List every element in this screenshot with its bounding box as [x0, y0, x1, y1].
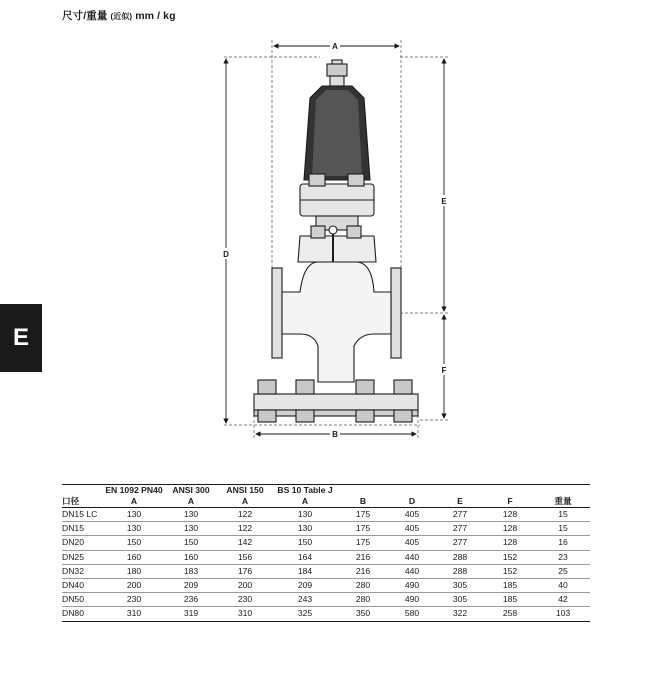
group-header-cell: [484, 485, 536, 497]
value-cell: 288: [436, 564, 484, 578]
value-cell: 216: [338, 564, 388, 578]
table-row: [62, 522, 590, 536]
value-cell: 128: [484, 508, 536, 522]
value-cell: 175: [338, 536, 388, 550]
value-cell: 130: [272, 508, 338, 522]
value-cell: 150: [104, 536, 164, 550]
value-cell: 440: [388, 550, 436, 564]
size-cell: DN15: [62, 522, 104, 536]
value-cell: 490: [388, 593, 436, 607]
size-cell: DN15 LC: [62, 508, 104, 522]
value-cell: 243: [272, 593, 338, 607]
table-row: [62, 508, 590, 522]
value-cell: 15: [536, 522, 590, 536]
value-cell: 130: [104, 508, 164, 522]
value-cell: 160: [104, 550, 164, 564]
header-b: B: [338, 496, 388, 508]
value-cell: 200: [218, 579, 272, 593]
header-weight: 重量: [536, 496, 590, 508]
value-cell: 405: [388, 536, 436, 550]
table-row: [62, 579, 590, 593]
value-cell: 16: [536, 536, 590, 550]
value-cell: 103: [536, 607, 590, 621]
value-cell: 305: [436, 579, 484, 593]
value-cell: 40: [536, 579, 590, 593]
value-cell: 280: [338, 579, 388, 593]
value-cell: 405: [388, 508, 436, 522]
table-group-header-row: [62, 485, 590, 497]
value-cell: 310: [218, 607, 272, 621]
group-header-cell: BS 10 Table J: [272, 485, 338, 497]
value-cell: 122: [218, 508, 272, 522]
header-e: E: [436, 496, 484, 508]
table-row: [62, 593, 590, 607]
value-cell: 156: [218, 550, 272, 564]
value-cell: 176: [218, 564, 272, 578]
valve-body: [254, 60, 418, 422]
label-a: A: [332, 42, 338, 51]
value-cell: 142: [218, 536, 272, 550]
value-cell: 350: [338, 607, 388, 621]
value-cell: 130: [272, 522, 338, 536]
value-cell: 288: [436, 550, 484, 564]
value-cell: 152: [484, 564, 536, 578]
size-cell: DN50: [62, 593, 104, 607]
title-units: mm / kg: [135, 10, 176, 22]
group-header-cell: [436, 485, 484, 497]
label-e: E: [441, 197, 447, 206]
value-cell: 180: [104, 564, 164, 578]
value-cell: 122: [218, 522, 272, 536]
header-size: 口径: [62, 496, 104, 508]
table-header-row: [62, 496, 590, 508]
value-cell: 325: [272, 607, 338, 621]
value-cell: 230: [104, 593, 164, 607]
value-cell: 216: [338, 550, 388, 564]
value-cell: 130: [164, 508, 218, 522]
value-cell: 175: [338, 522, 388, 536]
label-f: F: [441, 366, 447, 375]
value-cell: 183: [164, 564, 218, 578]
title-main: 尺寸/重量: [62, 10, 108, 22]
table-row: [62, 550, 590, 564]
value-cell: 440: [388, 564, 436, 578]
group-header-cell: EN 1092 PN40: [105, 485, 163, 495]
table-row: [62, 536, 590, 550]
header-d: D: [388, 496, 436, 508]
value-cell: 184: [272, 564, 338, 578]
value-cell: 130: [164, 522, 218, 536]
group-header-cell: [388, 485, 436, 497]
value-cell: 580: [388, 607, 436, 621]
value-cell: 15: [536, 508, 590, 522]
value-cell: 305: [436, 593, 484, 607]
value-cell: 230: [218, 593, 272, 607]
section-tab-letter: E: [12, 324, 29, 351]
value-cell: 209: [164, 579, 218, 593]
value-cell: 175: [338, 508, 388, 522]
value-cell: 164: [272, 550, 338, 564]
table-row: [62, 564, 590, 578]
value-cell: 310: [104, 607, 164, 621]
header-a-en: A: [104, 496, 164, 508]
value-cell: 277: [436, 508, 484, 522]
dimensions-table: [62, 484, 590, 622]
label-d: D: [223, 250, 229, 259]
size-cell: DN25: [62, 550, 104, 564]
value-cell: 128: [484, 522, 536, 536]
value-cell: 405: [388, 522, 436, 536]
table-row: [62, 607, 590, 621]
header-a-ansi300: A: [164, 496, 218, 508]
value-cell: 160: [164, 550, 218, 564]
header-a-bs10: A: [272, 496, 338, 508]
size-cell: DN80: [62, 607, 104, 621]
value-cell: 258: [484, 607, 536, 621]
value-cell: 185: [484, 593, 536, 607]
size-cell: DN20: [62, 536, 104, 550]
size-cell: DN32: [62, 564, 104, 578]
group-header-cell: [536, 485, 590, 497]
value-cell: 319: [164, 607, 218, 621]
value-cell: 277: [436, 522, 484, 536]
value-cell: 322: [436, 607, 484, 621]
group-header-cell: ANSI 150: [218, 485, 272, 497]
value-cell: 200: [104, 579, 164, 593]
value-cell: 150: [272, 536, 338, 550]
value-cell: 277: [436, 536, 484, 550]
value-cell: 150: [164, 536, 218, 550]
label-b: B: [332, 430, 338, 439]
title-note: (近似): [110, 12, 133, 21]
header-a-ansi150: A: [218, 496, 272, 508]
value-cell: 152: [484, 550, 536, 564]
group-header-cell: ANSI 300: [164, 485, 218, 497]
value-cell: 128: [484, 536, 536, 550]
value-cell: 280: [338, 593, 388, 607]
group-header-cell: [62, 485, 104, 497]
value-cell: 490: [388, 579, 436, 593]
value-cell: 130: [104, 522, 164, 536]
group-header-cell: [338, 485, 388, 497]
table-body: [62, 508, 590, 622]
size-cell: DN40: [62, 579, 104, 593]
value-cell: 42: [536, 593, 590, 607]
value-cell: 185: [484, 579, 536, 593]
value-cell: 209: [272, 579, 338, 593]
header-f: F: [484, 496, 536, 508]
value-cell: 236: [164, 593, 218, 607]
value-cell: 23: [536, 550, 590, 564]
value-cell: 25: [536, 564, 590, 578]
